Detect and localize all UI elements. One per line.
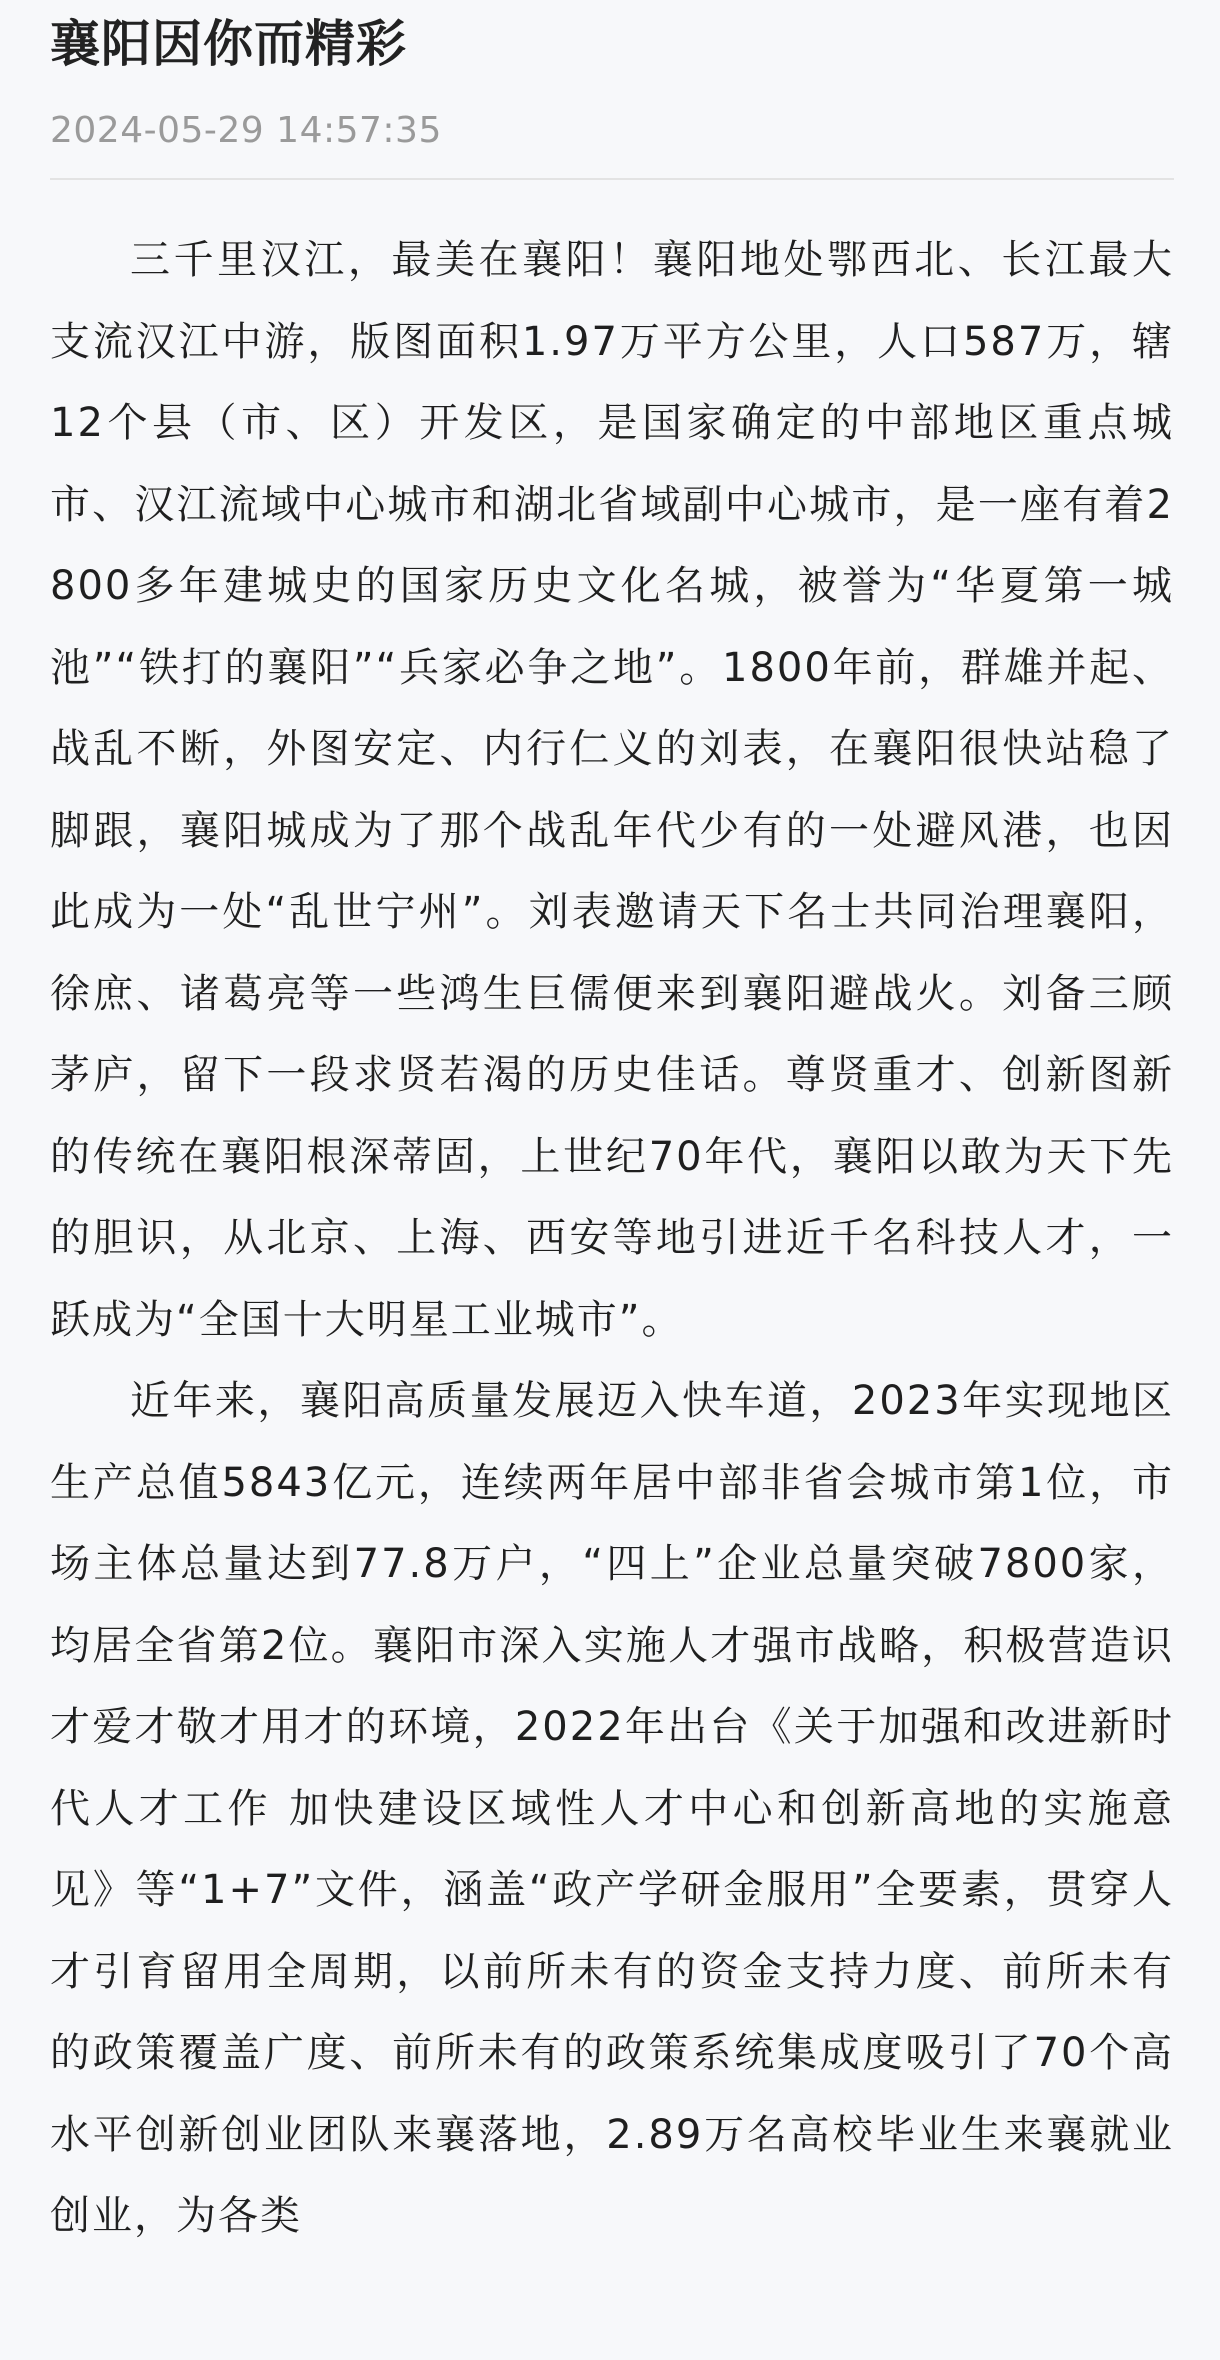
article [50,0,1174,2258]
article-paragraph: 近年来，襄阳高质量发展迈入快车道，2023年实现地区生产总值5843亿元，连续两年居中部非省会城市第1位，市场主体总量达到77.8万户，“四上”企业总量突破7800家，均居全省第2位。襄阳市深入实施人才强市战略，积极营造识才爱才敬才用才的环境，2022年出台《关于加强和改进新时代人才工作 加快建设区域性人才中心和创新高地的实施意见》等“1+7”文件，涵盖“政产学研金服用”全要素，贯穿人才引育留用全周期，以前所未有的资金支持力度、前所未有的政策覆盖广度、前所未有的政策系统集成度吸引了70个高水平创新创业团队来襄落地，2.89万名高校毕业生来襄就业创业，为各类 [50,1378,1174,2239]
header-divider [50,178,1174,180]
publish-datetime: 2024-05-29 14:57:35 [50,110,442,151]
article-body [50,220,1174,2258]
article-paragraph: 三千里汉江，最美在襄阳！襄阳地处鄂西北、长江最大支流汉江中游，版图面积1.97万平方公里，人口587万，辖12个县（市、区）开发区，是国家确定的中部地区重点城市、汉江流域中心城市和湖北省域副中心城市，是一座有着2800多年建城史的国家历史文化名城，被誉为“华夏第一城池”“铁打的襄阳”“兵家必争之地”。1800年前，群雄并起、战乱不断，外图安定、内行仁义的刘表，在襄阳很快站稳了脚跟，襄阳城成为了那个战乱年代少有的一处避风港，也因此成为一处“乱世宁州”。刘表邀请天下名士共同治理襄阳，徐庶、诸葛亮等一些鸿生巨儒便来到襄阳避战火。刘备三顾茅庐，留下一段求贤若渴的历史佳话。尊贤重才、创新图新的传统在襄阳根深蒂固，上世纪70年代，襄阳以敢为天下先的胆识，从北京、上海、西安等地引进近千名科技人才，一跃成为“全国十大明星工业城市”。 [50,237,1174,1343]
article-title: 襄阳因你而精彩 [50,15,407,73]
